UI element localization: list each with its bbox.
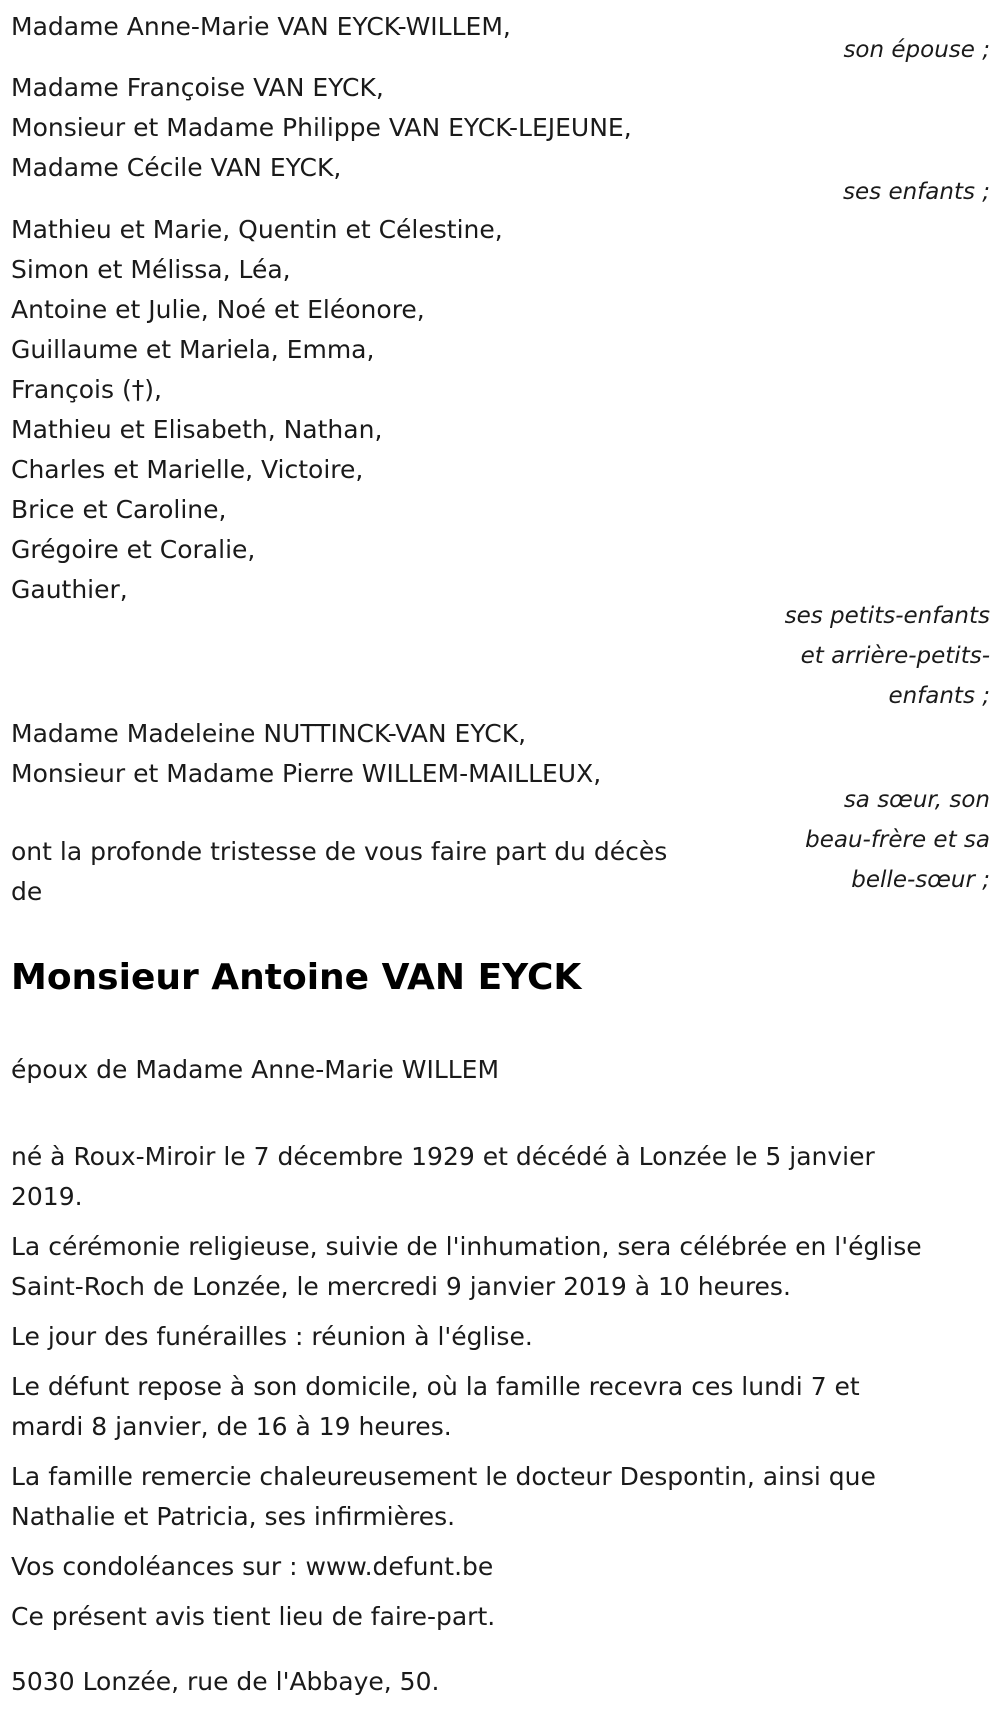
spouse-name: Madame Anne-Marie VAN EYCK-WILLEM, <box>11 12 511 41</box>
sibling-line: Madame Madeleine NUTTINCK-VAN EYCK, <box>11 719 527 748</box>
child-line: Monsieur et Madame Philippe VAN EYCK-LEJEUNE, <box>11 113 632 142</box>
grandchild-line: Charles et Marielle, Victoire, <box>11 455 364 484</box>
grandchildren-role-line: ses petits-enfants <box>784 603 990 629</box>
children-role: ses enfants ; <box>843 179 990 205</box>
birth-death-line: 2019. <box>11 1182 83 1211</box>
intro-line: de <box>11 877 43 906</box>
ceremony-line: Saint-Roch de Lonzée, le mercredi 9 janvier 2019 à 10 heures. <box>11 1272 791 1301</box>
grandchild-line: Antoine et Julie, Noé et Eléonore, <box>11 295 425 324</box>
child-line: Madame Cécile VAN EYCK, <box>11 153 342 182</box>
address: 5030 Lonzée, rue de l'Abbaye, 50. <box>11 1667 440 1696</box>
funeral-day: Le jour des funérailles : réunion à l'église. <box>11 1322 533 1351</box>
grandchildren-role-line: enfants ; <box>888 683 990 709</box>
grandchild-line: Guillaume et Mariela, Emma, <box>11 335 375 364</box>
spouse-of: époux de Madame Anne-Marie WILLEM <box>11 1055 500 1084</box>
ceremony-line: La cérémonie religieuse, suivie de l'inhumation, sera célébrée en l'église <box>11 1232 922 1261</box>
grandchild-line: Brice et Caroline, <box>11 495 227 524</box>
intro-line: ont la profonde tristesse de vous faire part du décès <box>11 837 668 866</box>
thanks-line: Nathalie et Patricia, ses infirmières. <box>11 1502 456 1531</box>
grandchild-line: Mathieu et Marie, Quentin et Célestine, <box>11 215 503 244</box>
grandchild-line: Mathieu et Elisabeth, Nathan, <box>11 415 383 444</box>
siblings-role-line: sa sœur, son <box>843 787 990 813</box>
thanks-line: La famille remercie chaleureusement le docteur Despontin, ainsi que <box>11 1462 876 1491</box>
grandchild-line: Simon et Mélissa, Léa, <box>11 255 291 284</box>
condolences: Vos condoléances sur : www.defunt.be <box>11 1552 494 1581</box>
grandchild-line: Grégoire et Coralie, <box>11 535 256 564</box>
notice: Ce présent avis tient lieu de faire-part. <box>11 1602 496 1631</box>
repose-line: Le défunt repose à son domicile, où la famille recevra ces lundi 7 et <box>11 1372 860 1401</box>
spouse-role: son épouse ; <box>843 37 990 63</box>
grandchildren-role-line: et arrière-petits- <box>800 643 990 669</box>
siblings-role-line: beau-frère et sa <box>805 827 990 853</box>
grandchild-line: François (†), <box>11 375 162 404</box>
deceased-name: Monsieur Antoine VAN EYCK <box>11 957 582 998</box>
repose-line: mardi 8 janvier, de 16 à 19 heures. <box>11 1412 452 1441</box>
birth-death-line: né à Roux-Miroir le 7 décembre 1929 et décédé à Lonzée le 5 janvier <box>11 1142 875 1171</box>
sibling-line: Monsieur et Madame Pierre WILLEM-MAILLEUX, <box>11 759 602 788</box>
child-line: Madame Françoise VAN EYCK, <box>11 73 384 102</box>
grandchild-line: Gauthier, <box>11 575 128 604</box>
siblings-role-line: belle-sœur ; <box>851 867 990 893</box>
